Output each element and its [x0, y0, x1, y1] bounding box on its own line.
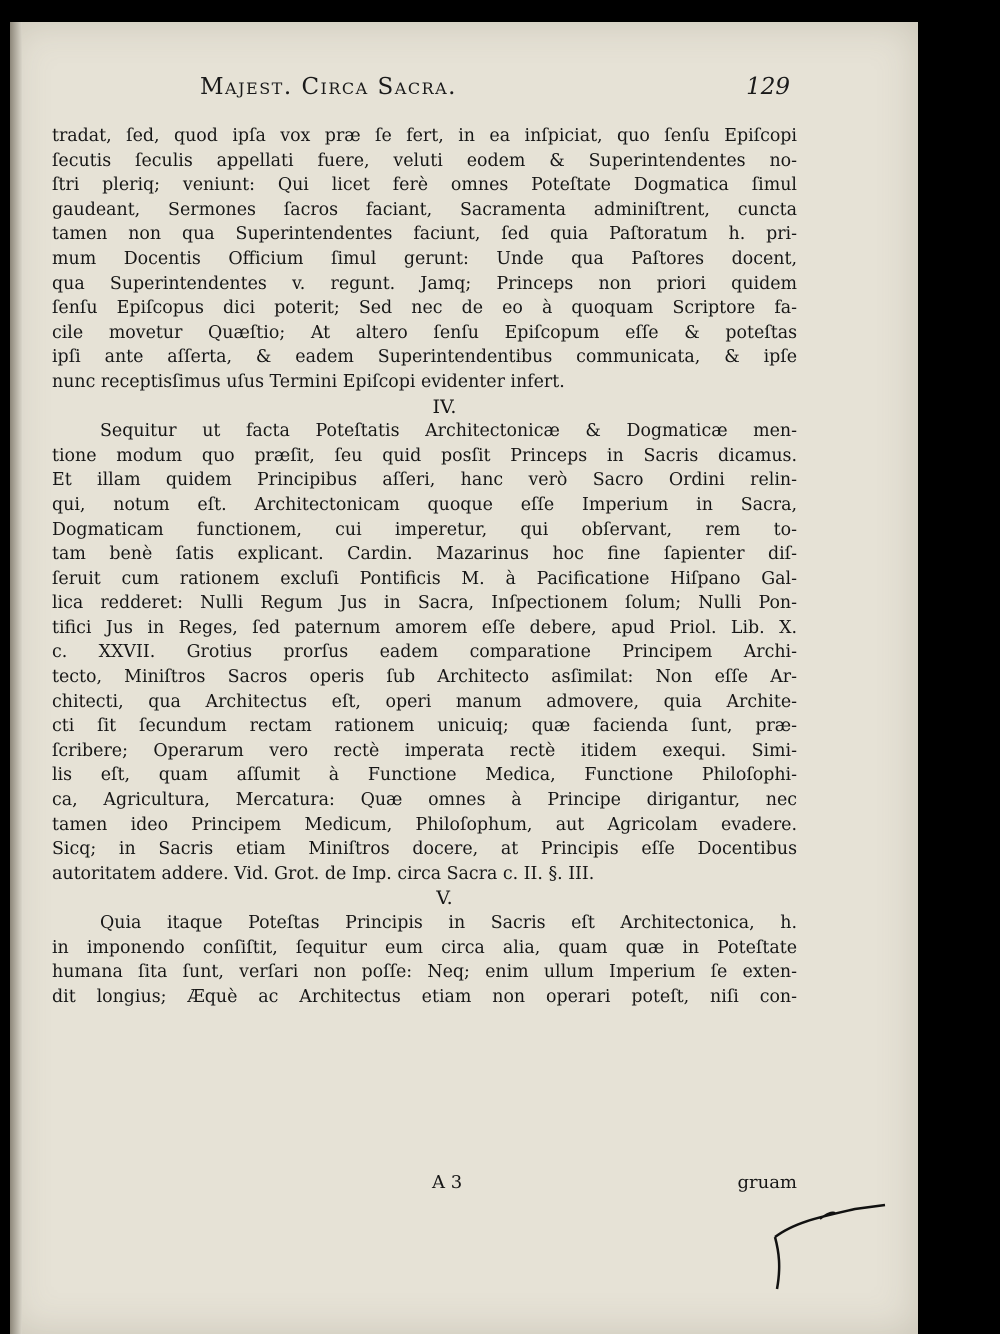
text-line: cile movetur Quæſtio; At altero ſenſu Epiſcopum eſſe & poteſtas — [52, 322, 797, 343]
signature-mark: A 3 — [432, 1172, 463, 1193]
running-head: Majest. Circa Sacra. — [200, 74, 457, 100]
text-line: ſecutis ſeculis appellati fuere, veluti eodem & Superintendentes no- — [52, 150, 797, 171]
text-line: qua Superintendentes v. regunt. Jamq; Princeps non priori quidem — [52, 273, 797, 294]
text-line: tam benè ſatis explicant. Cardin. Mazarinus hoc fine ſapienter diſ- — [52, 544, 797, 565]
text-line: mum Docentis Officium ſimul gerunt: Unde qua Paſtores docent, — [52, 248, 797, 269]
text-line: Dogmaticam functionem, cui imperetur, qui obſervant, rem to- — [52, 519, 797, 540]
text-line: Quia itaque Poteſtas Principis in Sacris eſt Architectonica, h. — [100, 913, 797, 933]
text-line: Sequitur ut facta Poteſtatis Architectonicæ & Dogmaticæ men- — [100, 421, 797, 442]
text-line: Sicq; in Sacris etiam Miniſtros docere, at Principis eſſe Docentibus — [52, 839, 797, 860]
text-line: ipſi ante aſſerta, & eadem Superintendentibus communicata, & ipſe — [52, 347, 797, 368]
text-line: in imponendo conſiſtit, ſequitur eum circa alia, quam quæ in Poteſtate — [52, 937, 797, 958]
page-header — [200, 70, 790, 110]
text-line: tamen non qua Superintendentes faciunt, ſed quia Paſtoratum h. pri- — [52, 224, 797, 245]
text-line: ca, Agricultura, Mercatura: Quæ omnes à Principe dirigantur, nec — [52, 790, 797, 811]
text-line: nunc receptisſimus uſus Termini Epiſcopi evidenter infert. — [52, 371, 565, 392]
section-number: IV. — [432, 395, 457, 418]
text-line: ſcribere; Operarum vero rectè imperata rectè itidem exequi. Simi- — [52, 740, 797, 761]
text-line: c. XXVII. Grotius prorſus eadem comparatione Principem Archi- — [52, 642, 797, 663]
text-line: tione modum quo præſit, ſeu quid posſit Princeps in Sacris dicamus. — [52, 445, 797, 466]
text-line: humana ſita ſunt, verſari non poſſe: Neq; enim ullum Imperium ſe exten- — [52, 962, 797, 983]
text-line: lica redderet: Nulli Regum Jus in Sacra, Inſpectionem ſolum; Nulli Pon- — [52, 593, 797, 614]
text-line: tecto, Miniſtros Sacros operis ſub Architecto asſimilat: Non eſſe Ar- — [52, 667, 797, 688]
text-line: gaudeant, Sermones ſacros faciant, Sacramenta adminiſtrent, cuncta — [52, 199, 797, 220]
text-line: qui, notum eſt. Architectonicam quoque eſſe Imperium in Sacra, — [52, 494, 797, 515]
text-line: ſeruit cum rationem excluſi Pontificis M. à Pacificatione Hiſpano Gal- — [52, 568, 797, 589]
text-line: dit longius; Æquè ac Architectus etiam non operari poteſt, niſi con- — [52, 986, 797, 1007]
text-line: tifici Jus in Reges, ſed paternum amorem eſſe debere, apud Priol. Lib. X. — [52, 617, 797, 638]
page-number: 129 — [746, 74, 790, 100]
text-line: tradat, ſed, quod ipſa vox præ ſe fert, in ea inſpiciat, quo ſenſu Epiſcopi — [52, 126, 797, 146]
text-line: chitecti, qua Architectus eſt, operi manum admovere, quia Archite- — [52, 691, 797, 712]
text-line: lis eſt, quam aſſumit à Functione Medica, Functione Philoſophi- — [52, 765, 797, 786]
catchword: gruam — [737, 1172, 797, 1193]
text-line: Et illam quidem Principibus aſſeri, hanc verò Sacro Ordini relin- — [52, 470, 797, 491]
text-line: ſenſu Epiſcopus dici poterit; Sed nec de eo à quoquam Scriptore fa- — [52, 298, 797, 319]
text-line: tamen ideo Principem Medicum, Philoſophum, aut Agricolam evadere. — [52, 814, 797, 835]
page-footer — [52, 1172, 797, 1198]
text-line: ſtri pleriq; veniunt: Qui licet ferè omnes Poteſtate Dogmatica ſimul — [52, 175, 797, 196]
text-line: autoritatem addere. Vid. Grot. de Imp. circa Sacra c. II. §. III. — [52, 863, 595, 884]
section-number: V. — [436, 887, 453, 910]
page-gutter — [10, 22, 22, 1334]
handwritten-mark-icon — [765, 1197, 905, 1297]
text-line: cti ſit ſecundum rectam rationem unicuiq; quæ facienda ſunt, præ- — [52, 716, 797, 737]
book-page — [10, 22, 918, 1334]
body-text — [52, 124, 797, 1009]
